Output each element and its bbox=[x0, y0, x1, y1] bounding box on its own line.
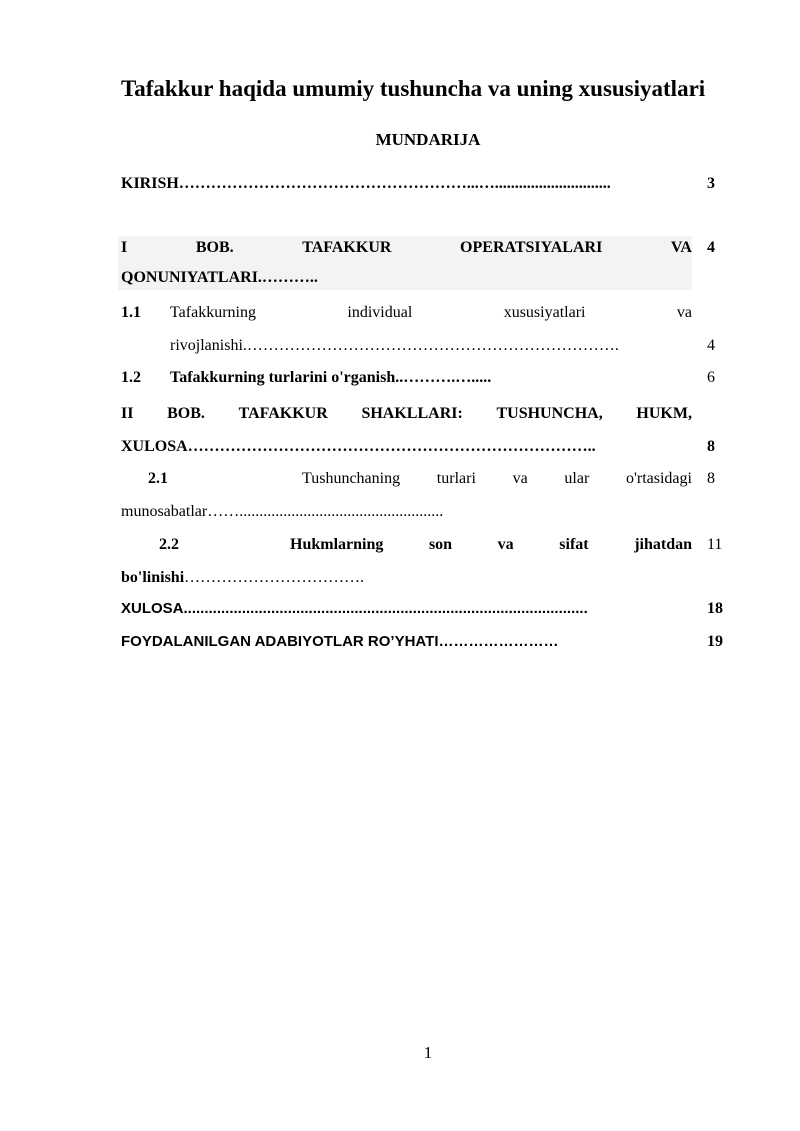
toc-entry-xulosa: XULOSA................................................................................................. bbox=[121, 600, 588, 617]
toc-entry-2-2-line2 bbox=[121, 568, 364, 588]
word: o'rtasidagi bbox=[625, 470, 692, 487]
toc-entry-2-2-dots: ……………………………. bbox=[184, 569, 365, 586]
page-number: 1 bbox=[423, 1043, 433, 1062]
word: I bbox=[121, 239, 128, 256]
word: va bbox=[497, 536, 514, 553]
word: OPERATSIYALARI bbox=[460, 239, 603, 256]
toc-page-1-2: 6 bbox=[707, 369, 715, 386]
toc-page-1-1: 4 bbox=[707, 337, 715, 354]
toc-entry-bob2-line1 bbox=[121, 404, 692, 424]
toc-page-2-2: 11 bbox=[707, 536, 723, 553]
toc-number-2-2: 2.2 bbox=[159, 536, 179, 553]
toc-heading: MUNDARIJA bbox=[375, 130, 481, 149]
toc-number-1-2: 1.2 bbox=[121, 369, 141, 386]
word: Hukmlarning bbox=[290, 536, 384, 553]
word: TUSHUNCHA, bbox=[496, 405, 603, 422]
word: turlari bbox=[436, 470, 476, 487]
toc-entry-bob1-line2: QONUNIYATLARI.……….. bbox=[121, 269, 318, 286]
toc-number-2-1: 2.1 bbox=[148, 470, 168, 487]
toc-entry-1-2: Tafakkurning turlarini o'rganish..……….…..... bbox=[170, 369, 492, 386]
document-title: Tafakkur haqida umumiy tushuncha va uning xususiyatlari bbox=[121, 76, 706, 101]
word: BOB. bbox=[195, 239, 234, 256]
word: individual bbox=[347, 304, 413, 321]
word: Tafakkurning bbox=[170, 304, 256, 321]
toc-page-bob2: 8 bbox=[707, 438, 715, 455]
word: TAFAKKUR bbox=[238, 405, 328, 422]
word: II bbox=[121, 405, 134, 422]
word: BOB. bbox=[167, 405, 205, 422]
toc-entry-2-1-line1 bbox=[302, 469, 692, 489]
toc-entry-1-1-line2: rivojlanishi.……………………………………………………………. bbox=[170, 337, 619, 354]
toc-page-xulosa: 18 bbox=[707, 600, 723, 617]
word: HUKM, bbox=[636, 405, 692, 422]
word: SHAKLLARI: bbox=[361, 405, 463, 422]
word: va bbox=[676, 304, 692, 321]
toc-entry-bob1-line1 bbox=[121, 238, 692, 258]
toc-page-adabiyotlar: 19 bbox=[707, 633, 723, 650]
toc-entry-2-2-bold: bo'linishi bbox=[121, 569, 185, 586]
toc-page-kirish: 3 bbox=[707, 175, 715, 192]
toc-page-2-1: 8 bbox=[707, 470, 715, 487]
toc-page-bob1: 4 bbox=[707, 239, 715, 256]
toc-entry-2-2-line1 bbox=[290, 535, 692, 555]
toc-entry-kirish: KIRISH………………………………………………...…............................. bbox=[121, 175, 611, 192]
toc-entry-adabiyotlar: FOYDALANILGAN ADABIYOTLAR RO’YHATI…………………… bbox=[121, 633, 559, 650]
word: sifat bbox=[559, 536, 589, 553]
toc-entry-bob2-line2: XULOSA………………………………………………………………….. bbox=[121, 438, 596, 455]
toc-number-1-1: 1.1 bbox=[121, 304, 141, 321]
toc-entry-1-1-line1 bbox=[170, 303, 692, 323]
word: son bbox=[428, 536, 453, 553]
word: jihatdan bbox=[634, 536, 692, 553]
word: VA bbox=[670, 239, 692, 256]
word: va bbox=[512, 470, 528, 487]
word: ular bbox=[564, 470, 590, 487]
word: TAFAKKUR bbox=[302, 239, 392, 256]
word: Tushunchaning bbox=[302, 470, 401, 487]
word: xususiyatlari bbox=[503, 304, 586, 321]
toc-entry-2-1-line2: munosabatlar……................................................... bbox=[121, 503, 444, 520]
